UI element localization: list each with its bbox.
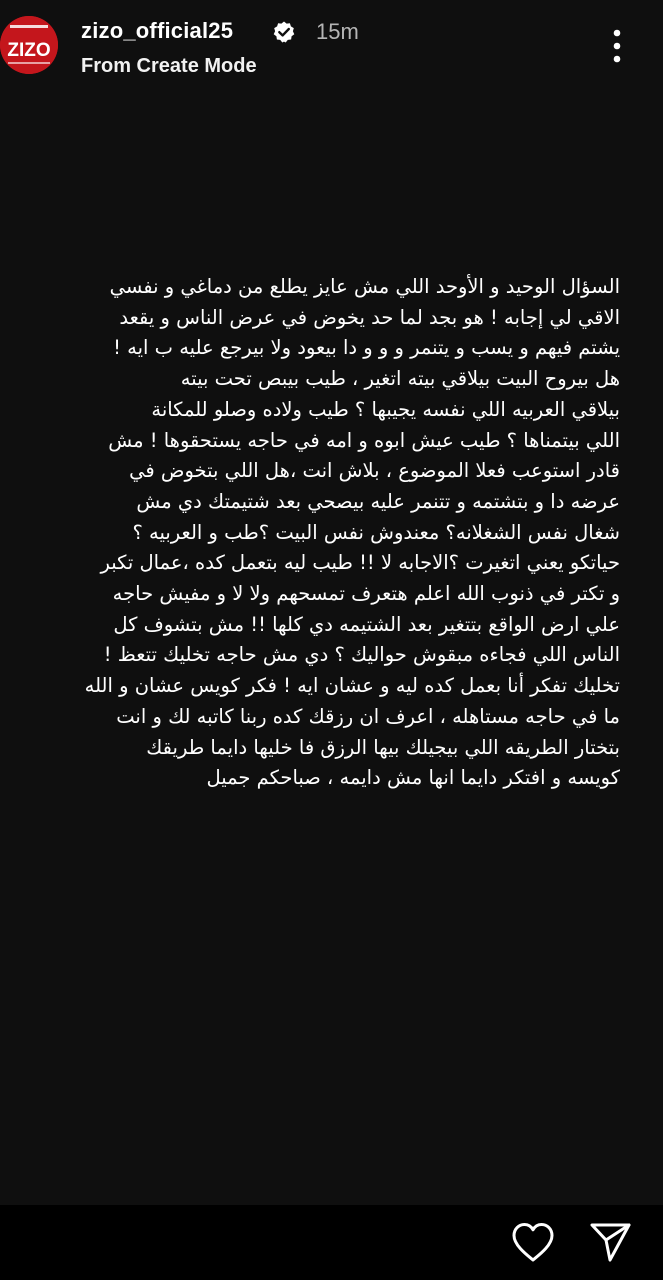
caption-line: و تكتر في ذنوب الله اعلم هتعرف تمسحهم ولا لا و مفيش حاجه bbox=[112, 582, 620, 606]
verified-badge-icon bbox=[272, 20, 296, 44]
caption-line: السؤال الوحيد و الأوحد اللي مش عايز يطلع من دماغي و نفسي bbox=[109, 275, 620, 298]
story-caption bbox=[12, 272, 620, 794]
caption-line: الناس اللي فجاءه مبقوش حواليك ؟ دي مش حاجه تخليك تتعظ ! bbox=[103, 643, 620, 667]
caption-line: حياتكو يعني اتغيرت ؟الاجابه لا !! طيب ليه بتعمل كده ،عمال تكبر bbox=[100, 551, 620, 575]
username[interactable]: zizo_official25 bbox=[81, 18, 234, 43]
story-footer bbox=[0, 1205, 663, 1280]
more-options-icon[interactable] bbox=[600, 24, 634, 68]
caption-line: عرضه دا و بتشتمه و تتنمر عليه بيصحي بعد شتيمتك دي مش bbox=[136, 489, 620, 513]
caption-line: تخليك تفكر أنا بعمل كده ليه و عشان ايه ! فكر كويس عشان و الله bbox=[84, 674, 620, 698]
caption-line: بيلاقي العربيه اللي نفسه يجيبها ؟ طيب ولاده وصلو للمكانة bbox=[151, 397, 620, 421]
caption-line: شغال نفس الشغلانه؟ معندوش نفس البيت ؟طب و العربيه ؟ bbox=[132, 520, 620, 544]
caption-line: هل بيروح البيت بيلاقي بيته اتغير ، طيب بيبص تحت بيته bbox=[180, 367, 620, 391]
caption-line: اللي بيتمناها ؟ طيب عيش ابوه و امه في حاجه يستحقوها ! مش bbox=[108, 428, 620, 452]
post-time: 15m bbox=[316, 19, 359, 44]
avatar-logo bbox=[0, 16, 58, 74]
caption-line: علي ارض الواقع بتتغير بعد الشتيمه دي كلها !! مش بتشوف كل bbox=[113, 612, 620, 636]
story-header bbox=[0, 0, 663, 90]
caption-line: يشتم فيهم و يسب و يتنمر و و و دا بيعود ولا بيرجع عليه ب ايه ! bbox=[113, 336, 620, 360]
caption-line: ما في حاجه مستاهله ، اعرف ان رزقك كده ربنا كاتبه لك و انت bbox=[116, 704, 620, 728]
svg-text:ZIZO: ZIZO bbox=[7, 40, 51, 61]
story-subtitle[interactable]: From Create Mode bbox=[81, 55, 257, 77]
avatar[interactable] bbox=[0, 16, 58, 74]
heart-icon[interactable] bbox=[509, 1220, 557, 1264]
caption-line: الاقي لي إجابه ! هو بجد لما حد يخوض في عرض الناس و يقعد bbox=[119, 305, 620, 329]
caption-line: قادر استوعب فعلا الموضوع ، بلاش انت ،هل اللي بتخوض في bbox=[129, 459, 620, 483]
caption-line: كويسه و افتكر دايما انها مش دايمه ، صباحكم جميل bbox=[206, 766, 620, 790]
send-icon[interactable] bbox=[586, 1218, 634, 1266]
caption-line: بتختار الطريقه اللي بيجيلك بيها الرزق فا خليها دايما طريقك bbox=[146, 735, 620, 759]
